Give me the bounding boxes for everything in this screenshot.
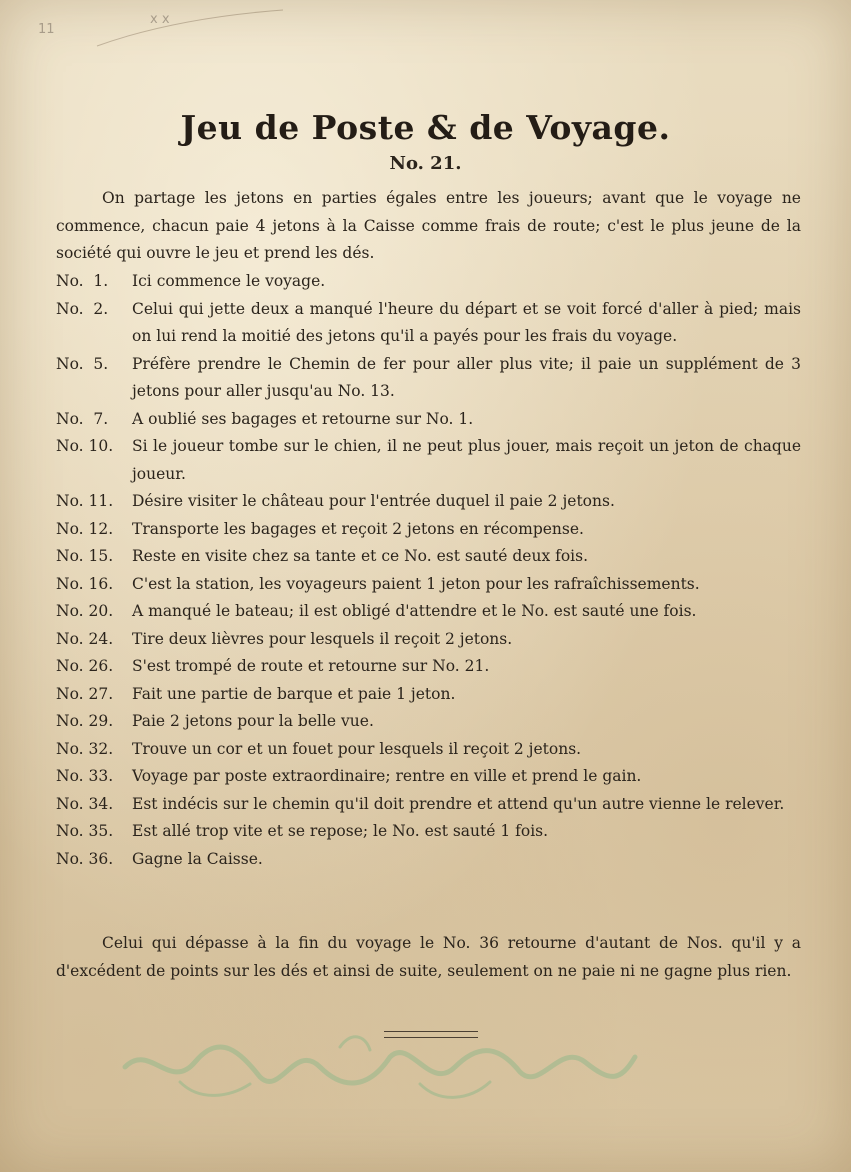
rule-text: Désire visiter le château pour l'entrée duquel il paie 2 jetons. [132,492,615,510]
rule-text: A oublié ses bagages et retourne sur No. 1. [132,409,474,428]
rule-text: A manqué le bateau; il est obligé d'attendre et le No. est sauté une fois. [132,602,697,620]
rule-item [56,818,801,846]
rule-number: No. 2. [56,299,109,318]
rule-number: No. 7. [56,409,109,428]
rule-text: Ici commence le voyage. [132,272,326,290]
rule-item [56,846,801,874]
document-title: Jeu de Poste & de Voyage. [180,108,671,147]
rule-text: Reste en visite chez sa tante et ce No. est sauté deux fois. [132,547,589,565]
rule-number: No. 27. [56,684,114,703]
rule-text: Est indécis sur le chemin qu'il doit prendre et attend qu'un autre vienne le relever. [132,794,785,813]
rule-item [56,351,801,406]
rule-item [56,708,801,736]
faded-stamp-signature [120,1022,640,1112]
rule-text: Paie 2 jetons pour la belle vue. [132,712,374,730]
rule-number: No. 16. [56,574,114,593]
rule-text: Fait une partie de barque et paie 1 jeton. [132,684,456,703]
rule-item [56,433,801,488]
rule-item [56,653,801,681]
intro-paragraph: On partage les jetons en parties égales entre les joueurs; avant que le voyage ne commence, chacun paie 4 jetons à la Caisse comme frais de route; c'est le plus jeune de la société qui ouvre le jeu et prend les dés. [56,189,801,262]
rules-list [56,268,801,873]
rule-item [56,681,801,709]
rule-text: Celui qui jette deux a manqué l'heure du départ et se voit forcé d'aller à pied; mais on lui rend la moitié des jetons qu'il a payés pour les frais du voyage. [132,299,801,345]
rule-number: No. 36. [56,849,114,868]
rule-number: No. 32. [56,739,114,758]
rule-item [56,516,801,544]
rule-text: Préfère prendre le Chemin de fer pour aller plus vite; il paie un supplément de 3 jetons pour aller jusqu'au No. 13. [132,354,801,400]
paper-crease [95,8,285,48]
rule-number: No. 11. [56,492,114,510]
rule-item [56,791,801,819]
rule-number: No. 29. [56,712,114,730]
rule-number: No. 33. [56,767,114,785]
closing-paragraph: Celui qui dépasse à la fin du voyage le No. 36 retourne d'autant de Nos. qu'il y a d'excédent de points sur les dés et ainsi de suite, seulement on ne paie ni ne gagne plus rien. [56,934,801,980]
rule-item [56,488,801,516]
rule-number: No. 12. [56,519,114,538]
rule-number: No. 10. [56,437,114,455]
rule-number: No. 5. [56,354,109,373]
rule-text: C'est la station, les voyageurs paient 1 jeton pour les rafraîchissements. [132,574,700,593]
rule-text: Est allé trop vite et se repose; le No. est sauté 1 fois. [132,822,549,840]
rule-item [56,543,801,571]
rule-item [56,406,801,434]
rule-text: Voyage par poste extraordinaire; rentre en ville et prend le gain. [132,767,642,785]
rule-text: Trouve un cor et un fouet pour lesquels il reçoit 2 jetons. [132,739,582,758]
pencil-mark-number: 11 [38,22,55,37]
rule-text: Si le joueur tombe sur le chien, il ne peut plus jouer, mais reçoit un jeton de chaque joueur. [132,437,801,483]
rule-item [56,736,801,764]
rule-number: No. 34. [56,794,114,813]
rule-item [56,296,801,351]
rule-number: No. 20. [56,602,114,620]
rule-text: Gagne la Caisse. [132,849,263,868]
rule-number: No. 35. [56,822,114,840]
rule-number: No. 24. [56,629,114,648]
rule-text: Tire deux lièvres pour lesquels il reçoit 2 jetons. [132,629,513,648]
rule-item [56,598,801,626]
rule-text: S'est trompé de route et retourne sur No. 21. [132,657,490,675]
rule-number: No. 26. [56,657,114,675]
rule-text: Transporte les bagages et reçoit 2 jetons en récompense. [132,519,584,538]
document-subtitle: No. 21. [389,153,462,174]
rule-item [56,626,801,654]
rule-item [56,571,801,599]
rule-number: No. 1. [56,272,109,290]
rule-number: No. 15. [56,547,114,565]
rule-item [56,763,801,791]
rule-item [56,268,801,296]
pencil-mark-crosses: x x [150,12,170,27]
